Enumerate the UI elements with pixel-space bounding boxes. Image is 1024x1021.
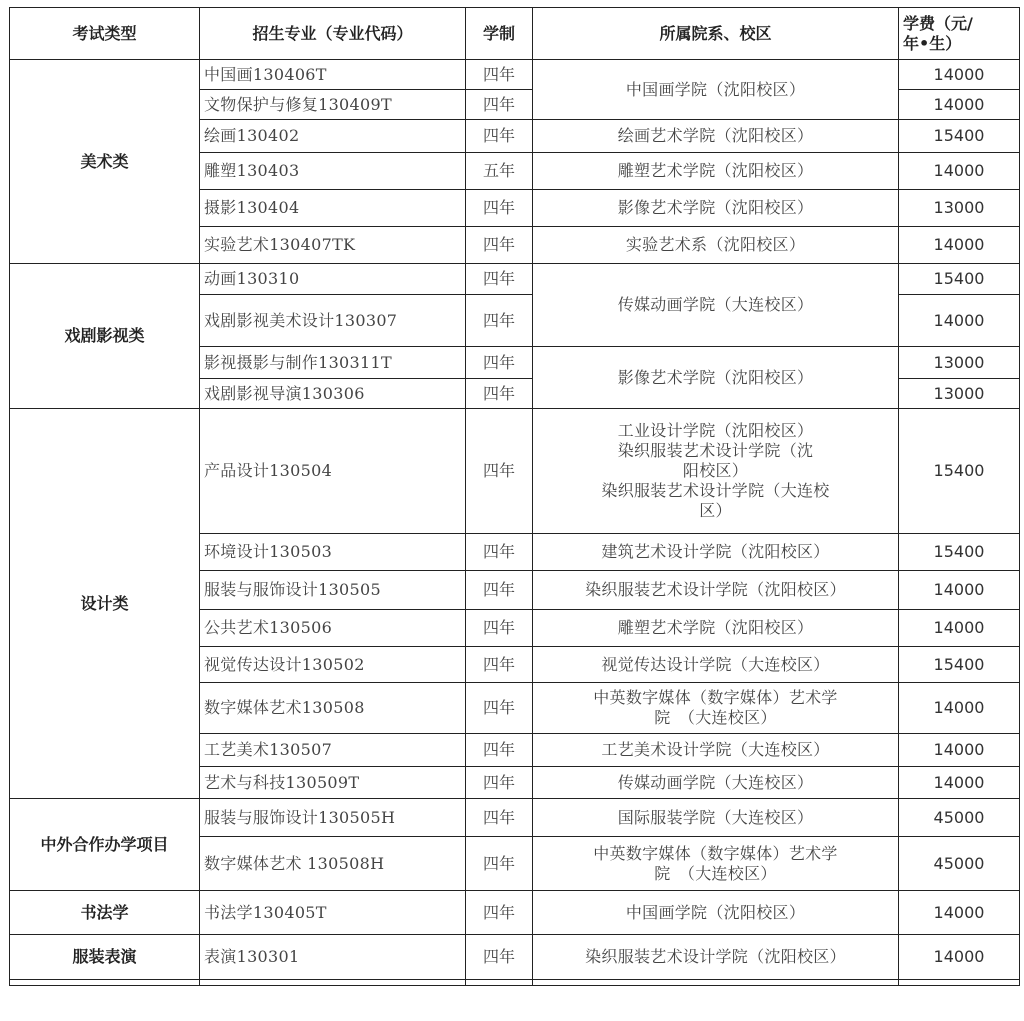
fee-cell: 13000 xyxy=(899,347,1020,379)
department-cell: 视觉传达设计学院（大连校区） xyxy=(533,647,899,683)
duration-cell: 四年 xyxy=(466,571,533,610)
duration-cell: 四年 xyxy=(466,610,533,647)
fee-cell: 15400 xyxy=(899,409,1020,534)
duration-cell: 四年 xyxy=(466,347,533,379)
major-cell: 实验艺术130407TK xyxy=(200,227,466,264)
duration-cell: 四年 xyxy=(466,837,533,891)
department-line: 院 （大连校区） xyxy=(654,708,777,727)
duration-cell: 四年 xyxy=(466,891,533,935)
major-cell: 雕塑130403 xyxy=(200,153,466,190)
header-category: 考试类型 xyxy=(10,8,200,60)
major-cell: 摄影130404 xyxy=(200,190,466,227)
header-fee-line2: 年•生） xyxy=(903,33,962,53)
category-fashion-show: 服装表演 xyxy=(10,935,200,980)
fee-cell: 14000 xyxy=(899,935,1020,980)
department-line: 中英数字媒体（数字媒体）艺术学 xyxy=(593,843,838,863)
department-cell: 影像艺术学院（沈阳校区） xyxy=(533,347,899,409)
major-cell: 数字媒体艺术 130508H xyxy=(200,837,466,891)
department-cell: 雕塑艺术学院（沈阳校区） xyxy=(533,610,899,647)
department-line: 染织服装艺术设计学院（沈 xyxy=(617,441,814,460)
header-fee-line1: 学费（元/ xyxy=(903,13,973,33)
duration-cell: 四年 xyxy=(466,379,533,409)
department-cell: 雕塑艺术学院（沈阳校区） xyxy=(533,153,899,190)
fee-cell: 14000 xyxy=(899,227,1020,264)
major-cell: 表演130301 xyxy=(200,935,466,980)
major-cell: 公共艺术130506 xyxy=(200,610,466,647)
table-row xyxy=(10,799,1020,837)
duration-cell: 四年 xyxy=(466,734,533,767)
department-line: 区） xyxy=(699,501,732,520)
department-cell: 传媒动画学院（大连校区） xyxy=(533,767,899,799)
table-row xyxy=(10,264,1020,295)
fee-cell: 14000 xyxy=(899,153,1020,190)
header-major: 招生专业（专业代码） xyxy=(200,8,466,60)
fee-cell: 45000 xyxy=(899,799,1020,837)
department-cell: 染织服装艺术设计学院（沈阳校区） xyxy=(533,571,899,610)
department-cell xyxy=(533,409,899,534)
fee-cell: 14000 xyxy=(899,90,1020,120)
department-line: 阳校区） xyxy=(682,461,749,480)
fee-cell: 14000 xyxy=(899,767,1020,799)
cutoff-cell xyxy=(10,980,200,986)
cutoff-cell xyxy=(899,980,1020,986)
cutoff-cell xyxy=(466,980,533,986)
fee-cell: 14000 xyxy=(899,891,1020,935)
major-cell: 视觉传达设计130502 xyxy=(200,647,466,683)
department-cell: 中国画学院（沈阳校区） xyxy=(533,891,899,935)
table-row xyxy=(10,891,1020,935)
fee-cell: 13000 xyxy=(899,190,1020,227)
department-cell xyxy=(533,837,899,891)
major-cell: 绘画130402 xyxy=(200,120,466,153)
header-department: 所属院系、校区 xyxy=(533,8,899,60)
cutoff-cell xyxy=(200,980,466,986)
header-duration: 学制 xyxy=(466,8,533,60)
category-drama: 戏剧影视类 xyxy=(10,264,200,409)
fee-cell: 15400 xyxy=(899,120,1020,153)
table-row xyxy=(10,935,1020,980)
table-row-cutoff xyxy=(10,980,1020,986)
major-cell: 产品设计130504 xyxy=(200,409,466,534)
fee-cell: 15400 xyxy=(899,534,1020,571)
major-cell: 艺术与科技130509T xyxy=(200,767,466,799)
tuition-table xyxy=(9,7,1020,986)
major-cell: 书法学130405T xyxy=(200,891,466,935)
department-cell: 国际服装学院（大连校区） xyxy=(533,799,899,837)
category-design: 设计类 xyxy=(10,409,200,799)
major-cell: 戏剧影视美术设计130307 xyxy=(200,295,466,347)
fee-cell: 13000 xyxy=(899,379,1020,409)
duration-cell: 四年 xyxy=(466,120,533,153)
duration-cell: 四年 xyxy=(466,264,533,295)
department-line: 工业设计学院（沈阳校区） xyxy=(617,421,814,440)
department-line: 染织服装艺术设计学院（大连校 xyxy=(601,481,830,500)
duration-cell: 四年 xyxy=(466,534,533,571)
table-row xyxy=(10,60,1020,90)
department-line: 中英数字媒体（数字媒体）艺术学 xyxy=(593,688,838,707)
department-cell xyxy=(533,683,899,734)
duration-cell: 四年 xyxy=(466,647,533,683)
duration-cell: 四年 xyxy=(466,190,533,227)
duration-cell: 四年 xyxy=(466,227,533,264)
category-art: 美术类 xyxy=(10,60,200,264)
fee-cell: 14000 xyxy=(899,571,1020,610)
header-fee xyxy=(899,8,1020,60)
header-row xyxy=(10,8,1020,60)
fee-cell: 45000 xyxy=(899,837,1020,891)
duration-cell: 四年 xyxy=(466,799,533,837)
duration-cell: 四年 xyxy=(466,935,533,980)
major-cell: 文物保护与修复130409T xyxy=(200,90,466,120)
duration-cell: 四年 xyxy=(466,60,533,90)
category-coop: 中外合作办学项目 xyxy=(10,799,200,891)
fee-cell: 15400 xyxy=(899,264,1020,295)
department-cell: 中国画学院（沈阳校区） xyxy=(533,60,899,120)
major-cell: 中国画130406T xyxy=(200,60,466,90)
fee-cell: 14000 xyxy=(899,610,1020,647)
duration-cell: 四年 xyxy=(466,767,533,799)
major-cell: 服装与服饰设计130505 xyxy=(200,571,466,610)
table-row xyxy=(10,409,1020,534)
duration-cell: 四年 xyxy=(466,295,533,347)
fee-cell: 14000 xyxy=(899,683,1020,734)
major-cell: 动画130310 xyxy=(200,264,466,295)
major-cell: 工艺美术130507 xyxy=(200,734,466,767)
department-cell: 染织服装艺术设计学院（沈阳校区） xyxy=(533,935,899,980)
department-cell: 绘画艺术学院（沈阳校区） xyxy=(533,120,899,153)
major-cell: 影视摄影与制作130311T xyxy=(200,347,466,379)
department-cell: 工艺美术设计学院（大连校区） xyxy=(533,734,899,767)
fee-cell: 14000 xyxy=(899,734,1020,767)
major-cell: 数字媒体艺术130508 xyxy=(200,683,466,734)
department-cell: 实验艺术系（沈阳校区） xyxy=(533,227,899,264)
duration-cell: 四年 xyxy=(466,683,533,734)
department-cell: 影像艺术学院（沈阳校区） xyxy=(533,190,899,227)
major-cell: 戏剧影视导演130306 xyxy=(200,379,466,409)
department-cell: 传媒动画学院（大连校区） xyxy=(533,264,899,347)
fee-cell: 14000 xyxy=(899,295,1020,347)
duration-cell: 四年 xyxy=(466,409,533,534)
category-calligraphy: 书法学 xyxy=(10,891,200,935)
fee-cell: 15400 xyxy=(899,647,1020,683)
cutoff-cell xyxy=(533,980,899,986)
duration-cell: 五年 xyxy=(466,153,533,190)
department-line: 院 （大连校区） xyxy=(654,863,777,883)
major-cell: 环境设计130503 xyxy=(200,534,466,571)
major-cell: 服装与服饰设计130505H xyxy=(200,799,466,837)
department-cell: 建筑艺术设计学院（沈阳校区） xyxy=(533,534,899,571)
duration-cell: 四年 xyxy=(466,90,533,120)
fee-cell: 14000 xyxy=(899,60,1020,90)
